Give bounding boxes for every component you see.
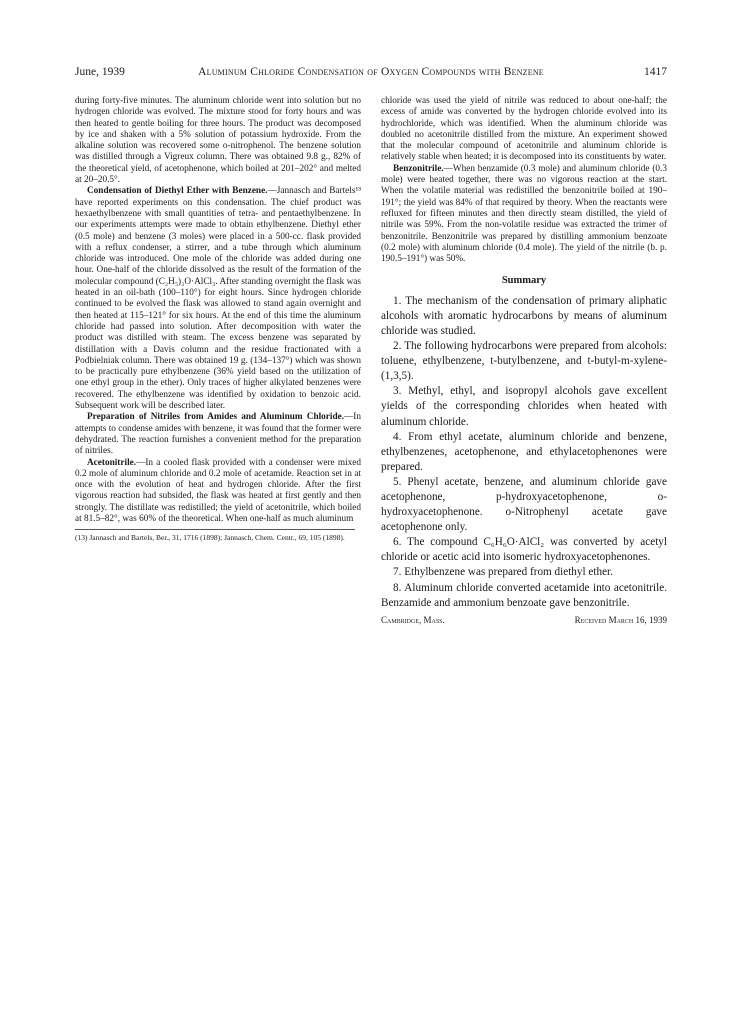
footnote: (13) Jannasch and Bartels, Ber., 31, 1716 (1898); Jannasch, Chem. Centr., 69, 105 (1898). (75, 529, 355, 542)
summary-item: 8. Aluminum chloride converted acetamide into acetonitrile. Benzamide and ammonium benzoate gave benzonitrile. (381, 581, 667, 609)
section-heading: Preparation of Nitriles from Amides and Aluminum Chloride. (87, 412, 345, 423)
running-header (75, 66, 667, 82)
received-date: Received March 16, 1939 (574, 614, 667, 625)
section-heading: Acetonitrile. (87, 457, 137, 468)
summary-list (381, 294, 667, 611)
summary-heading: Summary (501, 275, 547, 287)
summary-item: 7. Ethylbenzene was prepared from diethyl ether. (393, 566, 613, 579)
header-title: Aluminum Chloride Condensation of Oxygen Compounds with Benzene (198, 66, 544, 78)
paragraph (75, 412, 361, 457)
summary-item: 6. The compound C₆H₆O·AlCl₂ was converted by acetyl chloride or acetic acid into isomeric hydroxyacetophenones. (381, 536, 667, 564)
paragraph: during forty-five minutes. The aluminum chloride went into solution but no hydrogen chloride was evolved. The mixture stood for forty hours and was then heated to gentle boiling for three hours. The product was decomposed by ice and shaken with a 5% solution of potassium hydroxide. From the alkaline solution was recovered some o-nitrophenol. The benzene solution was distilled through a Vigreux column. There was obtained 9.8 g., 82% of the theoretical yield, of acetophenone, which boiled at 201–202° and melted at 20–20.5°. (75, 96, 361, 186)
paragraph: chloride was used the yield of nitrile was reduced to about one-half; the excess of amide was converted by the hydrogen chloride evolved into its hydrochloride, which was identified. When the aluminum chloride was doubled no acetonitrile distilled from the mixture. An experiment showed that the molecular compound of acetonitrile and aluminum chloride is relatively stable when heated; it is decomposed into its constituents by water. (381, 96, 667, 163)
summary-item: 5. Phenyl acetate, benzene, and aluminum chloride gave acetophenone, p-hydroxyacetophenone, o-hydroxyacetophenone. o-Nitrophenyl acetate gave acetophenone only. (381, 475, 667, 534)
paragraph-text: —When benzamide (0.3 mole) and aluminum chloride (0.3 mole) were heated together, there was no vigorous reaction at the start. When the volatile material was redistilled the benzonitrile boiled at 190–191°; the yield was 84% of that required by theory. When the reactants were refluxed for fifteen minutes and then directly steam distilled, the yield of nitrile was 59%. From the non-volatile residue was extracted the trimer of benzonitrile. Benzonitrile was prepared by distilling ammonium benzoate (0.2 mole) with aluminum chloride (0.4 mole). The yield of the nitrile (b. p. 190.5–191°) was 50%. (381, 163, 667, 265)
header-date: June, 1939 (75, 66, 125, 78)
page-number: 1417 (644, 66, 667, 78)
signature-line (381, 615, 667, 627)
summary-item: 4. From ethyl acetate, aluminum chloride and benzene, ethylbenzenes, acetophenone, and ethylacetophenones were prepared. (381, 430, 667, 473)
paragraph (75, 458, 361, 526)
summary-item: 3. Methyl, ethyl, and isopropyl alcohols gave excellent yields of the corresponding chlorides when heated with aluminum chloride. (381, 385, 667, 428)
section-heading: Benzonitrile. (393, 163, 444, 174)
paragraph-text: —Jannasch and Bartels¹³ have reported experiments on this condensation. The chief product was hexaethylbenzene with small quantities of tetra- and pentaethylbenzene. In our experiments attempts were made to obtain ethylbenzene. Diethyl ether (0.5 mole) and benzene (3 moles) were placed in a 500-cc. flask provided with a reflux condenser, a stirrer, and a tube through which aluminum chloride was introduced. One mole of the chloride was added during one hour. One-half of the chloride dissolved as the result of the formation of the molecular compound (C₂H₅)₂O·AlCl₃. After standing overnight the flask was heated in an oil-bath (100–110°) for eight hours. Since hydrogen chloride continued to be evolved the flask was allowed to stand again overnight and then heated at 115–121° for six hours. At the end of this time the aluminum chloride had passed into solution. After decomposition with water the product was distilled with steam. The excess benzene was separated by distillation with a Davis column and the residue fractionated with a Podbielniak column. There was obtained 19 g. (134–137°) which was shown to be practically pure ethylbenzene (36% yield based on the utilization of one ethyl group in the ether). Only traces of higher alkylated benzenes were recovered. The ethylbenzene was identified by oxidation to benzoic acid. Subsequent work will be described later. (75, 186, 361, 412)
right-column (381, 96, 667, 627)
paragraph-text: —In a cooled flask provided with a condenser were mixed 0.2 mole of aluminum chloride and 0.2 mole of acetamide. Reaction set in at once with the evolution of heat and hydrogen chloride. After the first vigorous reaction had subsided, the flask was heated at first gently and then strongly. The distillate was redistilled; the yield of acetonitrile, which boiled at 81.5–82°, was 60% of the theoretical. When one-half as much aluminum (75, 457, 361, 524)
paragraph (75, 186, 361, 412)
paragraph (381, 164, 667, 266)
location: Cambridge, Mass. (381, 614, 445, 625)
paragraph-text: —In attempts to condense amides with benzene, it was found that the former were dehydrated. The reaction furnishes a convenient method for the preparation of nitriles. (75, 412, 361, 457)
section-heading: Condensation of Diethyl Ether with Benzene. (87, 186, 268, 197)
summary-item: 1. The mechanism of the condensation of primary aliphatic alcohols with aromatic hydrocarbons by means of aluminum chloride was studied. (381, 294, 667, 337)
left-column (75, 96, 361, 542)
summary-item: 2. The following hydrocarbons were prepared from alcohols: toluene, ethylbenzene, t-butylbenzene, and t-butyl-m-xylene-(1,3,5). (381, 340, 667, 383)
